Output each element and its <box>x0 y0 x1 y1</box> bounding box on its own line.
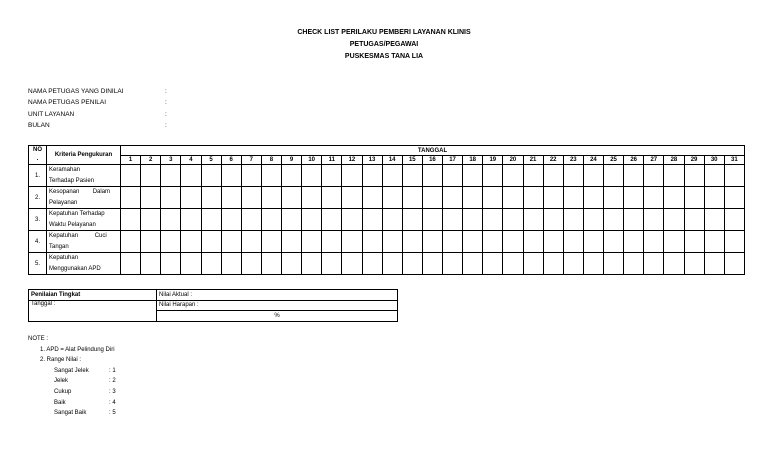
criteria-row <box>29 165 745 187</box>
score-cell[interactable] <box>261 253 281 275</box>
score-cell[interactable] <box>322 187 342 209</box>
score-cell[interactable] <box>241 165 261 187</box>
score-cell[interactable] <box>604 187 624 209</box>
info-row-unit <box>28 109 167 120</box>
day-header: 16 <box>422 156 442 165</box>
day-header: 19 <box>483 156 503 165</box>
score-cell[interactable] <box>181 187 201 209</box>
day-header: 30 <box>704 156 724 165</box>
day-header: 2 <box>141 156 161 165</box>
score-cell[interactable] <box>483 253 503 275</box>
info-row-month <box>28 120 167 131</box>
score-cell[interactable] <box>463 209 483 231</box>
score-cell[interactable] <box>382 165 402 187</box>
score-cell[interactable] <box>664 165 684 187</box>
score-cell[interactable] <box>483 209 503 231</box>
score-cell[interactable] <box>644 209 664 231</box>
date-field[interactable]: Tanggal : <box>29 300 157 321</box>
score-cell[interactable] <box>523 231 543 253</box>
score-cell[interactable] <box>402 253 422 275</box>
day-header: 21 <box>523 156 543 165</box>
score-cell[interactable] <box>664 209 684 231</box>
score-cell[interactable] <box>201 253 221 275</box>
score-cell[interactable] <box>523 165 543 187</box>
score-cell[interactable] <box>302 187 322 209</box>
score-cell[interactable] <box>181 253 201 275</box>
score-cell[interactable] <box>141 187 161 209</box>
score-cell[interactable] <box>704 209 724 231</box>
score-cell[interactable] <box>463 231 483 253</box>
day-header: 10 <box>302 156 322 165</box>
score-cell[interactable] <box>221 165 241 187</box>
info-row-assessor <box>28 97 167 108</box>
score-cell[interactable] <box>543 165 563 187</box>
score-cell[interactable] <box>382 253 402 275</box>
score-cell[interactable] <box>282 209 302 231</box>
day-header: 1 <box>121 156 141 165</box>
score-cell[interactable] <box>161 231 181 253</box>
range-item: Jelek : 2 <box>54 378 116 385</box>
score-cell[interactable] <box>201 231 221 253</box>
percent-field[interactable]: % <box>157 311 398 322</box>
note-item: 1. APD = Alat Pelindung Diri <box>40 346 115 353</box>
day-header: 31 <box>724 156 744 165</box>
score-cell[interactable] <box>443 253 463 275</box>
row-number: 2. <box>29 187 47 209</box>
note-item: 2. Range Nilai : <box>40 357 82 364</box>
score-cell[interactable] <box>201 209 221 231</box>
day-header: 13 <box>362 156 382 165</box>
criteria-row <box>29 187 745 209</box>
score-cell[interactable] <box>583 231 603 253</box>
score-cell[interactable] <box>644 187 664 209</box>
score-cell[interactable] <box>382 209 402 231</box>
info-label: NAMA PETUGAS YANG DINILAI <box>28 88 124 95</box>
criteria-label: Kepatuhan Cuci Tangan <box>47 231 121 253</box>
score-cell[interactable] <box>664 231 684 253</box>
score-cell[interactable] <box>221 187 241 209</box>
score-cell[interactable] <box>624 209 644 231</box>
info-label: UNIT LAYANAN <box>28 110 75 118</box>
day-header: 23 <box>563 156 583 165</box>
score-cell[interactable] <box>181 209 201 231</box>
day-header: 29 <box>684 156 704 165</box>
score-cell[interactable] <box>121 253 141 275</box>
day-header: 17 <box>443 156 463 165</box>
score-cell[interactable] <box>302 231 322 253</box>
info-colon: : <box>165 88 167 95</box>
score-cell[interactable] <box>261 165 281 187</box>
day-header: 28 <box>664 156 684 165</box>
day-header: 14 <box>382 156 402 165</box>
score-cell[interactable] <box>704 231 724 253</box>
day-header: 22 <box>543 156 563 165</box>
score-cell[interactable] <box>161 165 181 187</box>
day-header: 3 <box>161 156 181 165</box>
score-cell[interactable] <box>644 165 664 187</box>
score-cell[interactable] <box>302 165 322 187</box>
score-cell[interactable] <box>503 165 523 187</box>
score-cell[interactable] <box>463 165 483 187</box>
day-header: 12 <box>342 156 362 165</box>
score-cell[interactable] <box>543 253 563 275</box>
score-cell[interactable] <box>241 253 261 275</box>
expected-value-field[interactable]: Nilai Harapan : <box>157 300 398 311</box>
score-cell[interactable] <box>684 253 704 275</box>
score-cell[interactable] <box>241 187 261 209</box>
score-cell[interactable] <box>443 209 463 231</box>
score-cell[interactable] <box>422 187 442 209</box>
score-cell[interactable] <box>382 187 402 209</box>
day-header: 27 <box>644 156 664 165</box>
info-row-officer <box>28 86 167 97</box>
score-cell[interactable] <box>684 209 704 231</box>
no-header: NO . <box>29 146 47 165</box>
score-cell[interactable] <box>704 253 724 275</box>
day-header: 20 <box>503 156 523 165</box>
info-label: BULAN <box>28 121 50 129</box>
score-cell[interactable] <box>282 187 302 209</box>
score-cell[interactable] <box>141 165 161 187</box>
day-header: 26 <box>624 156 644 165</box>
score-cell[interactable] <box>624 253 644 275</box>
criteria-row <box>29 253 745 275</box>
criteria-label: Kepatuhan Terhadap Waktu Pelayanan <box>47 209 121 231</box>
score-cell[interactable] <box>141 209 161 231</box>
score-cell[interactable] <box>402 209 422 231</box>
score-cell[interactable] <box>443 187 463 209</box>
score-cell[interactable] <box>422 209 442 231</box>
score-cell[interactable] <box>261 209 281 231</box>
score-cell[interactable] <box>342 231 362 253</box>
score-cell[interactable] <box>342 209 362 231</box>
score-cell[interactable] <box>141 231 161 253</box>
score-cell[interactable] <box>322 165 342 187</box>
score-cell[interactable] <box>362 231 382 253</box>
row-number: 4. <box>29 231 47 253</box>
score-cell[interactable] <box>684 165 704 187</box>
score-cell[interactable] <box>503 209 523 231</box>
notes-title: NOTE : <box>28 336 49 342</box>
score-cell[interactable] <box>483 165 503 187</box>
score-cell[interactable] <box>604 209 624 231</box>
score-cell[interactable] <box>664 253 684 275</box>
score-cell[interactable] <box>121 209 141 231</box>
score-cell[interactable] <box>583 165 603 187</box>
range-item: Sangat Jelek : 1 <box>54 367 116 374</box>
score-cell[interactable] <box>402 231 422 253</box>
day-header: 11 <box>322 156 342 165</box>
score-cell[interactable] <box>422 231 442 253</box>
range-item: Sangat Baik : 5 <box>54 410 116 417</box>
row-number: 3. <box>29 209 47 231</box>
score-cell[interactable] <box>342 165 362 187</box>
score-cell[interactable] <box>604 253 624 275</box>
score-cell[interactable] <box>704 165 724 187</box>
document-header <box>0 27 768 63</box>
score-cell[interactable] <box>362 187 382 209</box>
score-cell[interactable] <box>583 187 603 209</box>
info-section <box>28 86 167 131</box>
score-cell[interactable] <box>402 187 422 209</box>
score-cell[interactable] <box>543 231 563 253</box>
info-label: NAMA PETUGAS PENILAI <box>28 99 107 107</box>
score-cell[interactable] <box>503 231 523 253</box>
score-cell[interactable] <box>181 165 201 187</box>
score-cell[interactable] <box>563 253 583 275</box>
score-cell[interactable] <box>362 253 382 275</box>
score-cell[interactable] <box>724 165 744 187</box>
day-header: 24 <box>583 156 603 165</box>
score-cell[interactable] <box>624 165 644 187</box>
day-header: 25 <box>604 156 624 165</box>
score-cell[interactable] <box>181 231 201 253</box>
score-cell[interactable] <box>261 187 281 209</box>
score-cell[interactable] <box>201 187 221 209</box>
score-cell[interactable] <box>121 165 141 187</box>
score-cell[interactable] <box>583 209 603 231</box>
score-cell[interactable] <box>684 231 704 253</box>
score-cell[interactable] <box>644 253 664 275</box>
info-colon: : <box>165 99 167 107</box>
score-cell[interactable] <box>161 253 181 275</box>
score-cell[interactable] <box>261 231 281 253</box>
score-cell[interactable] <box>201 165 221 187</box>
day-header: 9 <box>282 156 302 165</box>
range-item: Baik : 4 <box>54 399 116 406</box>
score-cell[interactable] <box>523 253 543 275</box>
score-cell[interactable] <box>563 187 583 209</box>
criteria-label: Keramahan Terhadap Pasien <box>47 165 121 187</box>
score-cell[interactable] <box>664 187 684 209</box>
criteria-row <box>29 231 745 253</box>
day-header: 6 <box>221 156 241 165</box>
notes-section <box>28 334 116 419</box>
checklist-table <box>28 145 745 275</box>
info-colon: : <box>165 110 167 118</box>
day-header: 15 <box>402 156 422 165</box>
score-cell[interactable] <box>221 209 241 231</box>
score-cell[interactable] <box>724 231 744 253</box>
score-cell[interactable] <box>161 209 181 231</box>
score-cell[interactable] <box>241 231 261 253</box>
criteria-label: Kesopanan Dalam Pelayanan <box>47 187 121 209</box>
day-header: 4 <box>181 156 201 165</box>
score-cell[interactable] <box>322 231 342 253</box>
score-cell[interactable] <box>141 253 161 275</box>
score-cell[interactable] <box>282 253 302 275</box>
score-cell[interactable] <box>121 231 141 253</box>
document-title: CHECK LIST PERILAKU PEMBERI LAYANAN KLINIS <box>297 29 471 36</box>
score-cell[interactable] <box>724 209 744 231</box>
score-cell[interactable] <box>503 253 523 275</box>
score-cell[interactable] <box>402 165 422 187</box>
score-cell[interactable] <box>422 165 442 187</box>
rating-label: Penilaian Tingkat <box>29 290 157 301</box>
score-cell[interactable] <box>523 209 543 231</box>
score-cell[interactable] <box>563 165 583 187</box>
score-cell[interactable] <box>362 209 382 231</box>
score-cell[interactable] <box>583 253 603 275</box>
organization-name: PUSKESMAS TANA LIA <box>344 53 424 60</box>
score-cell[interactable] <box>422 253 442 275</box>
day-header: 5 <box>201 156 221 165</box>
score-cell[interactable] <box>342 187 362 209</box>
score-cell[interactable] <box>724 253 744 275</box>
score-cell[interactable] <box>161 187 181 209</box>
score-cell[interactable] <box>624 187 644 209</box>
score-cell[interactable] <box>624 231 644 253</box>
actual-value-field[interactable]: Nilai Aktual : <box>157 290 398 301</box>
score-cell[interactable] <box>483 231 503 253</box>
score-cell[interactable] <box>322 209 342 231</box>
score-cell[interactable] <box>322 253 342 275</box>
score-cell[interactable] <box>563 209 583 231</box>
score-cell[interactable] <box>543 187 563 209</box>
score-cell[interactable] <box>443 165 463 187</box>
score-cell[interactable] <box>241 209 261 231</box>
score-cell[interactable] <box>121 187 141 209</box>
score-cell[interactable] <box>463 253 483 275</box>
score-cell[interactable] <box>302 253 322 275</box>
criteria-label: Kepatuhan Menggunakan APD <box>47 253 121 275</box>
score-cell[interactable] <box>282 231 302 253</box>
score-cell[interactable] <box>644 231 664 253</box>
score-cell[interactable] <box>282 165 302 187</box>
score-cell[interactable] <box>443 231 463 253</box>
score-cell[interactable] <box>342 253 362 275</box>
row-number: 1. <box>29 165 47 187</box>
score-cell[interactable] <box>543 209 563 231</box>
score-cell[interactable] <box>362 165 382 187</box>
score-cell[interactable] <box>684 187 704 209</box>
score-cell[interactable] <box>724 187 744 209</box>
day-header: 8 <box>261 156 281 165</box>
score-cell[interactable] <box>483 187 503 209</box>
score-cell[interactable] <box>221 231 241 253</box>
range-item: Cukup : 3 <box>54 388 116 395</box>
criteria-header: Kriteria Pengukuran <box>47 146 121 165</box>
day-header: 7 <box>241 156 261 165</box>
score-cell[interactable] <box>604 231 624 253</box>
score-cell[interactable] <box>463 187 483 209</box>
row-number: 5. <box>29 253 47 275</box>
score-cell[interactable] <box>523 187 543 209</box>
score-cell[interactable] <box>604 165 624 187</box>
score-cell[interactable] <box>302 209 322 231</box>
score-cell[interactable] <box>503 187 523 209</box>
date-header: TANGGAL <box>121 146 745 156</box>
day-header: 18 <box>463 156 483 165</box>
score-cell[interactable] <box>382 231 402 253</box>
info-colon: : <box>165 121 167 129</box>
document-subtitle: PETUGAS/PEGAWAI <box>349 41 419 48</box>
score-table <box>28 289 398 322</box>
score-cell[interactable] <box>704 187 724 209</box>
criteria-row <box>29 209 745 231</box>
score-cell[interactable] <box>563 231 583 253</box>
score-cell[interactable] <box>221 253 241 275</box>
